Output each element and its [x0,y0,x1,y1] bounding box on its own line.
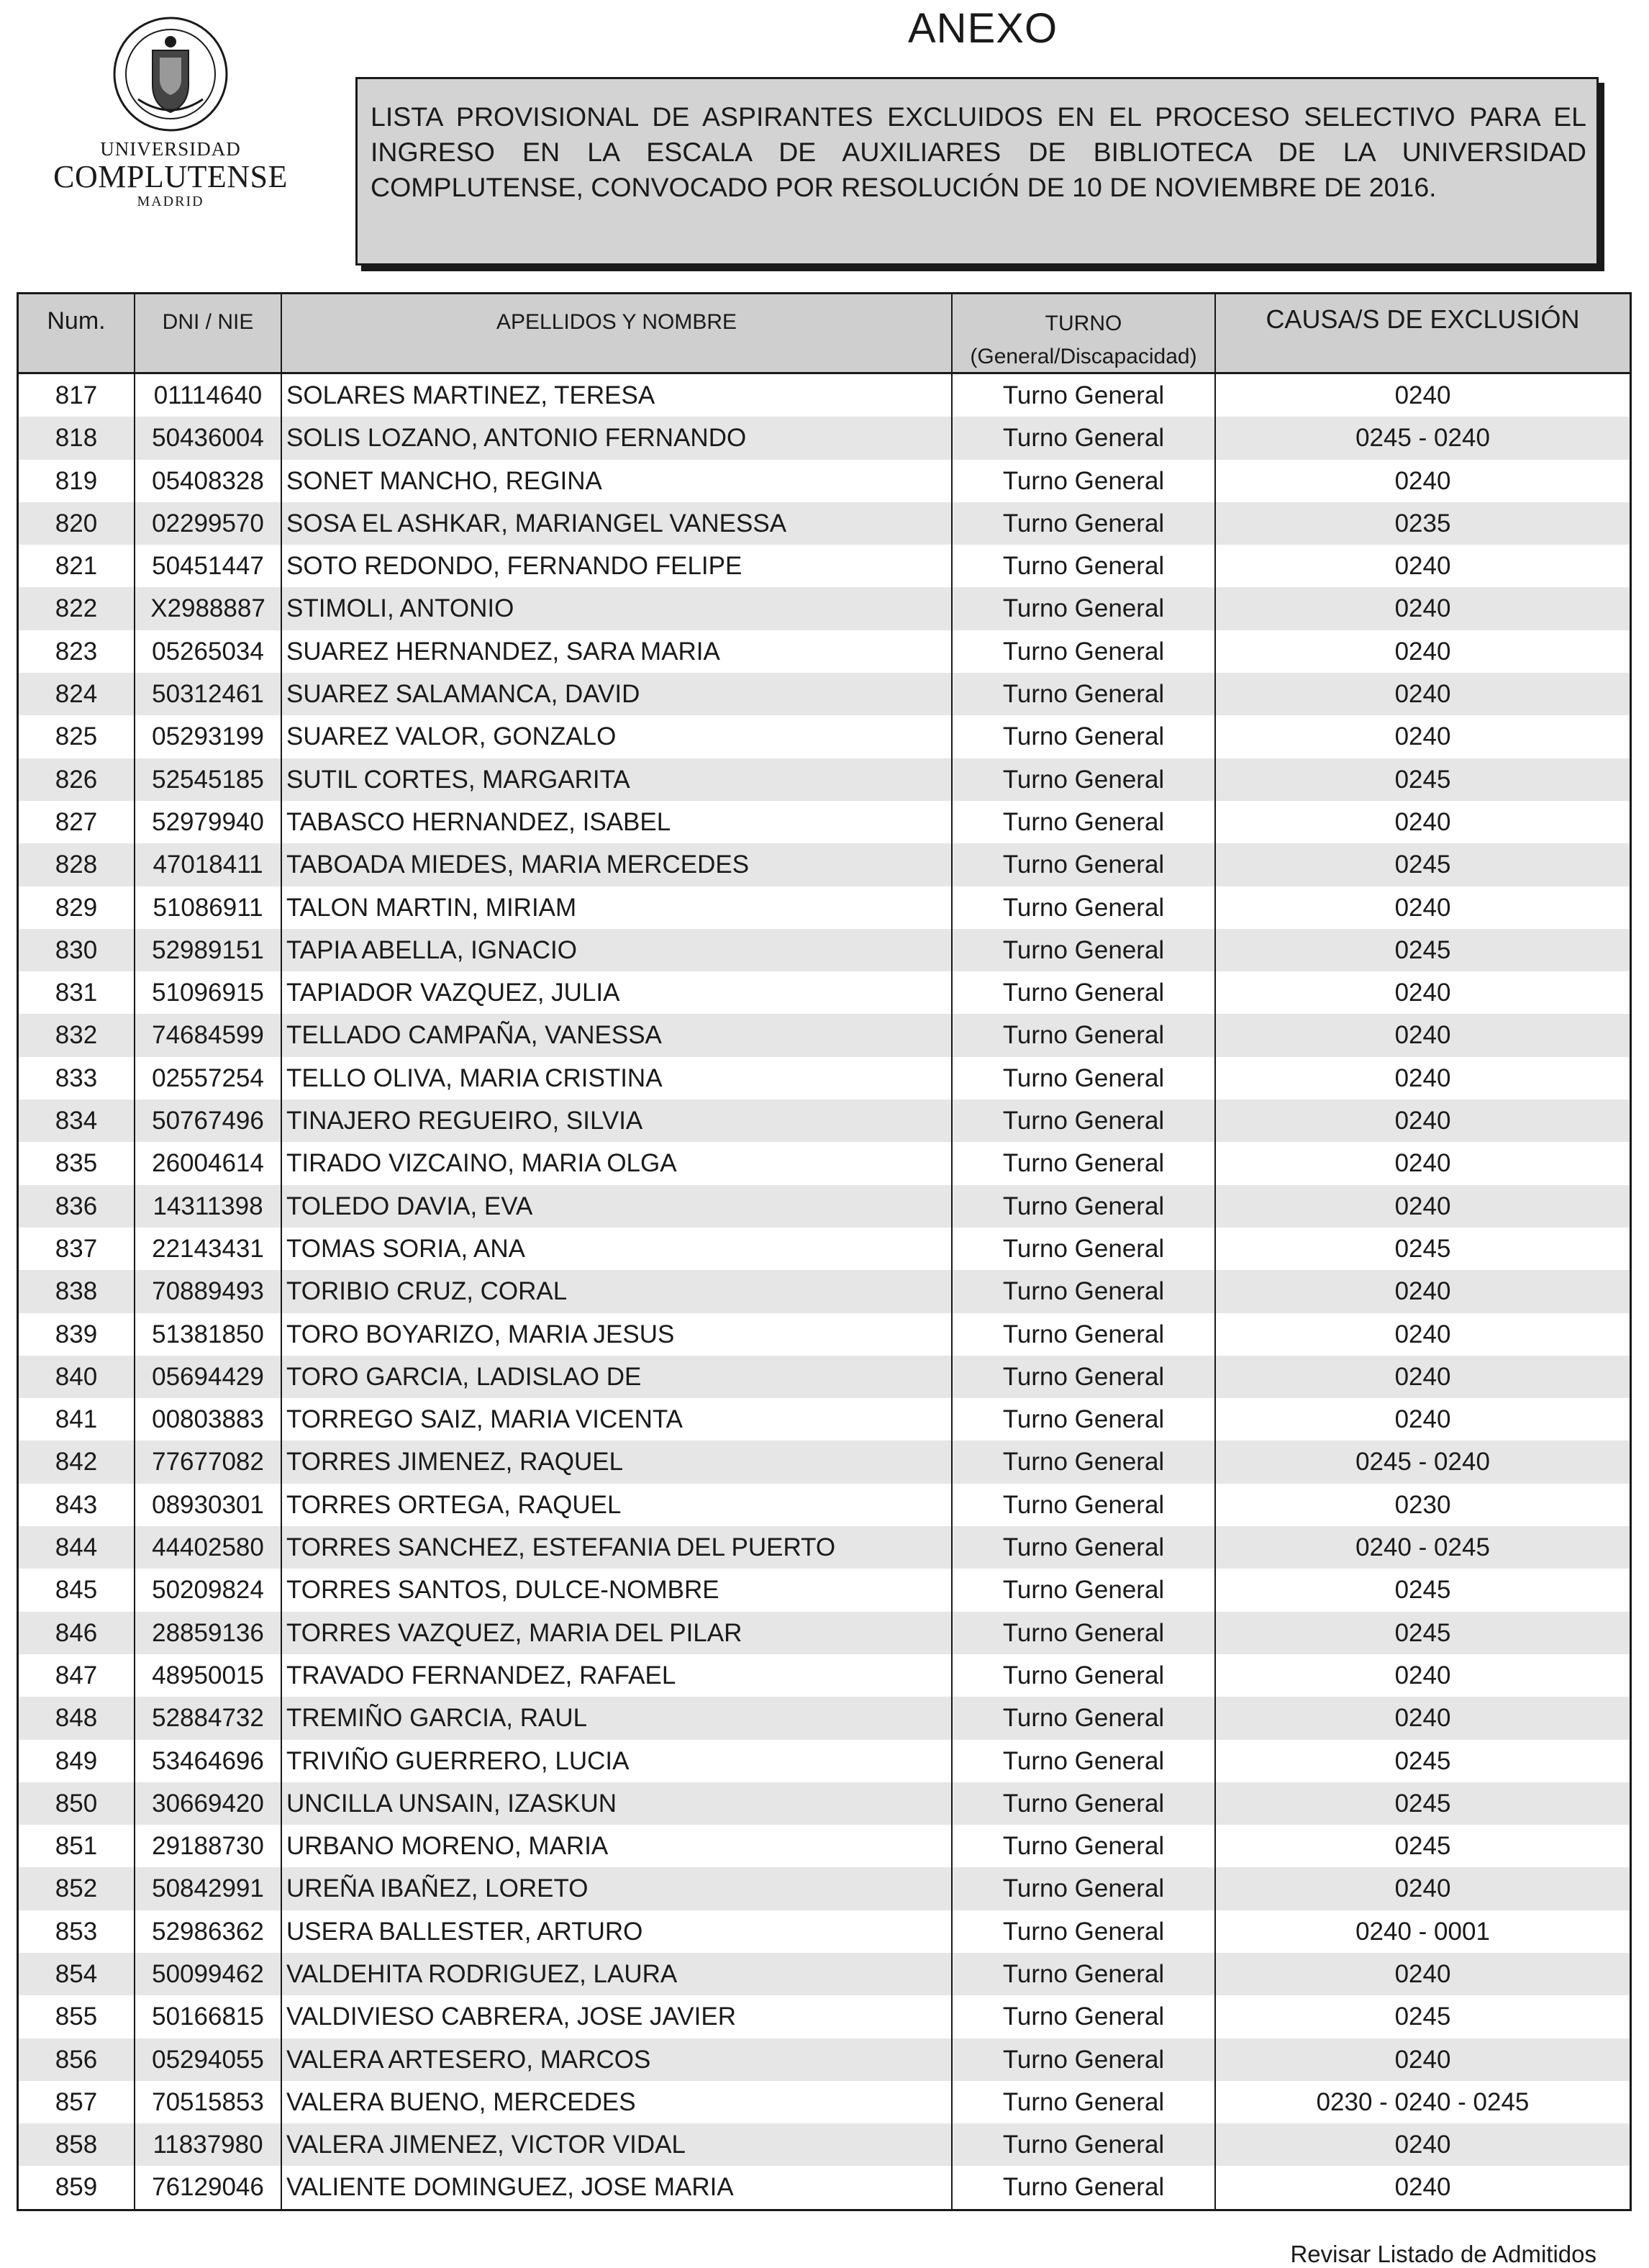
cell-dni: 52545185 [135,758,282,801]
cell-causa: 0235 [1394,509,1451,537]
cell-dni: 77677082 [135,1441,282,1483]
footer-note: Revisar Listado de Admitidos [1290,2241,1596,2267]
cell-name: TABOADA MIEDES, MARIA MERCEDES [282,843,953,886]
cell-turno: Turno General [953,630,1216,673]
cell-dni: 30669420 [135,1782,282,1825]
cell-dni: X2988887 [135,587,282,630]
cell-name: UREÑA IBAÑEZ, LORETO [282,1867,953,1910]
cell-dni: 05293199 [135,715,282,758]
table-row [19,417,1630,459]
cell-name: TALON MARTIN, MIRIAM [282,886,953,929]
cell-turno: Turno General [953,1953,1216,1995]
cell-causa: 0240 [1394,1661,1451,1689]
cell-num: 845 [19,1569,135,1611]
table-row [19,1099,1630,1142]
cell-name: SUAREZ HERNANDEZ, SARA MARIA [282,630,953,673]
cell-num: 820 [19,502,135,545]
table-row [19,1825,1630,1867]
cell-causa: 0240 [1394,1874,1451,1903]
cell-causa: 0240 [1394,1320,1451,1348]
cell-turno: Turno General [953,1612,1216,1654]
cell-dni: 51086911 [135,886,282,929]
cell-dni: 00803883 [135,1398,282,1441]
cell-turno: Turno General [953,502,1216,545]
cell-dni: 50451447 [135,545,282,587]
cell-turno: Turno General [953,1228,1216,1270]
cell-dni: 52979940 [135,801,282,843]
table-row [19,1569,1630,1611]
cell-causa: 0240 [1394,1362,1451,1391]
table-row [19,2081,1630,2123]
cell-turno: Turno General [953,1526,1216,1569]
cell-num: 831 [19,971,135,1014]
cell-causa: 0240 [1394,1021,1451,1050]
cell-num: 830 [19,929,135,971]
table-header [19,294,1630,374]
cell-num: 848 [19,1697,135,1739]
excluded-applicants-table [17,292,1632,2211]
cell-causa: 0245 [1394,1832,1451,1861]
cell-num: 850 [19,1782,135,1825]
table-row [19,971,1630,1014]
cell-dni: 11837980 [135,2123,282,2166]
cell-num: 824 [19,673,135,715]
cell-num: 818 [19,417,135,459]
cell-name: TELLO OLIVA, MARIA CRISTINA [282,1057,953,1099]
cell-dni: 08930301 [135,1484,282,1526]
cell-name: TORRES SANCHEZ, ESTEFANIA DEL PUERTO [282,1526,953,1569]
table-row [19,587,1630,630]
cell-dni: 50436004 [135,417,282,459]
table-row [19,1484,1630,1526]
cell-dni: 05294055 [135,2038,282,2081]
cell-causa: 0240 - 0245 [1355,1533,1490,1562]
cell-causa: 0240 [1394,979,1451,1007]
table-row [19,1228,1630,1270]
cell-num: 829 [19,886,135,929]
table-row [19,502,1630,545]
cell-dni: 53464696 [135,1740,282,1782]
table-row [19,801,1630,843]
crest-icon [109,13,232,135]
cell-name: SOSA EL ASHKAR, MARIANGEL VANESSA [282,502,953,545]
table-row [19,1654,1630,1697]
cell-name: TOMAS SORIA, ANA [282,1228,953,1270]
cell-dni: 02557254 [135,1057,282,1099]
cell-causa: 0240 [1394,807,1451,836]
cell-causa: 0240 [1394,637,1451,666]
cell-dni: 52884732 [135,1697,282,1739]
cell-dni: 70889493 [135,1270,282,1312]
cell-turno: Turno General [953,886,1216,929]
cell-num: 823 [19,630,135,673]
cell-dni: 51381850 [135,1313,282,1356]
cell-num: 837 [19,1228,135,1270]
cell-num: 846 [19,1612,135,1654]
header-num: Num. [19,294,135,372]
header-turno-label: TURNO [1045,312,1122,335]
logo-line-universidad: UNIVERSIDAD [100,138,241,160]
cell-name: VALERA JIMENEZ, VICTOR VIDAL [282,2123,953,2166]
cell-causa: 0245 [1394,2002,1451,2031]
cell-name: VALERA ARTESERO, MARCOS [282,2038,953,2081]
header-turno [953,294,1216,372]
cell-dni: 76129046 [135,2166,282,2208]
cell-num: 826 [19,758,135,801]
cell-num: 852 [19,1867,135,1910]
cell-dni: 50767496 [135,1099,282,1142]
table-row [19,1142,1630,1184]
cell-turno: Turno General [953,758,1216,801]
cell-causa: 0245 [1394,935,1451,964]
cell-turno: Turno General [953,1270,1216,1312]
cell-causa: 0240 [1394,680,1451,709]
table-row [19,1526,1630,1569]
cell-name: USERA BALLESTER, ARTURO [282,1910,953,1953]
cell-turno: Turno General [953,2081,1216,2123]
cell-turno: Turno General [953,374,1216,417]
table-row [19,1910,1630,1953]
cell-turno: Turno General [953,417,1216,459]
cell-name: TAPIADOR VAZQUEZ, JULIA [282,971,953,1014]
cell-turno: Turno General [953,1313,1216,1356]
cell-turno: Turno General [953,1356,1216,1398]
cell-causa: 0240 [1394,893,1451,922]
cell-name: TRIVIÑO GUERRERO, LUCIA [282,1740,953,1782]
cell-dni: 50312461 [135,673,282,715]
cell-num: 839 [19,1313,135,1356]
cell-turno: Turno General [953,1825,1216,1867]
cell-dni: 48950015 [135,1654,282,1697]
cell-dni: 22143431 [135,1228,282,1270]
table-row [19,374,1630,417]
cell-turno: Turno General [953,2166,1216,2208]
table-row [19,2038,1630,2081]
cell-dni: 02299570 [135,502,282,545]
cell-name: URBANO MORENO, MARIA [282,1825,953,1867]
header-turno-sub: (General/Discapacidad) [970,345,1197,368]
cell-turno: Turno General [953,673,1216,715]
table-row [19,1313,1630,1356]
cell-num: 844 [19,1526,135,1569]
cell-turno: Turno General [953,1697,1216,1739]
cell-num: 817 [19,374,135,417]
cell-causa: 0240 [1394,1149,1451,1178]
cell-causa: 0230 - 0240 - 0245 [1316,2087,1530,2116]
table-row [19,2123,1630,2166]
cell-causa: 0245 [1394,1618,1451,1647]
table-row [19,1441,1630,1483]
cell-num: 843 [19,1484,135,1526]
cell-num: 855 [19,1995,135,2038]
cell-turno: Turno General [953,1014,1216,1056]
cell-dni: 50842991 [135,1867,282,1910]
cell-name: VALIENTE DOMINGUEZ, JOSE MARIA [282,2166,953,2208]
cell-causa: 0245 [1394,765,1451,794]
cell-dni: 52986362 [135,1910,282,1953]
cell-turno: Turno General [953,1057,1216,1099]
cell-causa: 0240 [1394,2045,1451,2074]
cell-name: VALDIVIESO CABRERA, JOSE JAVIER [282,1995,953,2038]
cell-name: VALERA BUENO, MERCEDES [282,2081,953,2123]
cell-dni: 14311398 [135,1185,282,1228]
cell-name: TINAJERO REGUEIRO, SILVIA [282,1099,953,1142]
table-row [19,929,1630,971]
table-row [19,1185,1630,1228]
cell-name: TORO BOYARIZO, MARIA JESUS [282,1313,953,1356]
cell-num: 859 [19,2166,135,2208]
table-body [19,374,1630,2209]
cell-turno: Turno General [953,460,1216,502]
cell-name: SOTO REDONDO, FERNANDO FELIPE [282,545,953,587]
cell-dni: 50209824 [135,1569,282,1611]
cell-causa: 0240 [1394,594,1451,623]
table-row [19,2166,1630,2208]
cell-name: TELLADO CAMPAÑA, VANESSA [282,1014,953,1056]
cell-name: SUAREZ SALAMANCA, DAVID [282,673,953,715]
cell-turno: Turno General [953,1995,1216,2038]
cell-num: 849 [19,1740,135,1782]
cell-dni: 50099462 [135,1953,282,1995]
cell-name: TORRES VAZQUEZ, MARIA DEL PILAR [282,1612,953,1654]
cell-causa: 0240 [1394,552,1451,581]
cell-turno: Turno General [953,715,1216,758]
cell-causa: 0240 [1394,381,1451,409]
cell-num: 821 [19,545,135,587]
cell-dni: 05265034 [135,630,282,673]
logo-line-madrid: MADRID [137,194,204,209]
cell-turno: Turno General [953,1654,1216,1697]
cell-num: 825 [19,715,135,758]
cell-causa: 0245 [1394,1746,1451,1775]
cell-num: 856 [19,2038,135,2081]
logo-line-complutense: COMPLUTENSE [53,159,288,194]
header-causa: CAUSA/S DE EXCLUSIÓN [1266,304,1580,334]
cell-name: TRAVADO FERNANDEZ, RAFAEL [282,1654,953,1697]
cell-num: 842 [19,1441,135,1483]
cell-name: STIMOLI, ANTONIO [282,587,953,630]
document-title: LISTA PROVISIONAL DE ASPIRANTES EXCLUIDOS EN EL PROCESO SELECTIVO PARA EL INGRESO EN LA ESCALA DE AUXILIARES DE BIBLIOTECA DE LA UNIVERSIDAD COMPLUTENSE, CONVOCADO POR RESOLUCIÓN DE 10 DE NOVIEMBRE DE 2016. [371,101,1586,202]
cell-causa: 0240 [1394,1405,1451,1434]
cell-causa: 0230 [1394,1490,1451,1519]
cell-turno: Turno General [953,1782,1216,1825]
cell-num: 833 [19,1057,135,1099]
cell-turno: Turno General [953,1099,1216,1142]
cell-name: TABASCO HERNANDEZ, ISABEL [282,801,953,843]
cell-name: TORO GARCIA, LADISLAO DE [282,1356,953,1398]
table-row [19,1356,1630,1398]
cell-name: SOLARES MARTINEZ, TERESA [282,374,953,417]
cell-turno: Turno General [953,1484,1216,1526]
cell-num: 832 [19,1014,135,1056]
cell-causa: 0240 [1394,466,1451,495]
cell-name: UNCILLA UNSAIN, IZASKUN [282,1782,953,1825]
cell-num: 853 [19,1910,135,1953]
cell-dni: 74684599 [135,1014,282,1056]
cell-num: 835 [19,1142,135,1184]
header-dni: DNI / NIE [135,294,282,372]
cell-causa: 0240 - 0001 [1355,1917,1490,1946]
university-logo [52,13,289,218]
cell-causa: 0245 [1394,1234,1451,1263]
cell-turno: Turno General [953,1569,1216,1611]
cell-causa: 0245 [1394,1789,1451,1818]
cell-causa: 0240 [1394,722,1451,751]
cell-num: 828 [19,843,135,886]
table-row [19,1014,1630,1056]
cell-num: 854 [19,1953,135,1995]
cell-name: SONET MANCHO, REGINA [282,460,953,502]
cell-dni: 51096915 [135,971,282,1014]
cell-turno: Turno General [953,587,1216,630]
cell-dni: 05694429 [135,1356,282,1398]
cell-name: TREMIÑO GARCIA, RAUL [282,1697,953,1739]
cell-turno: Turno General [953,1867,1216,1910]
cell-turno: Turno General [953,801,1216,843]
cell-name: SOLIS LOZANO, ANTONIO FERNANDO [282,417,953,459]
cell-causa: 0245 - 0240 [1355,1448,1490,1477]
cell-causa: 0240 [1394,1277,1451,1306]
cell-turno: Turno General [953,2038,1216,2081]
table-row [19,758,1630,801]
cell-turno: Turno General [953,929,1216,971]
table-row [19,1697,1630,1739]
cell-name: TAPIA ABELLA, IGNACIO [282,929,953,971]
table-row [19,1057,1630,1099]
cell-name: TORRES SANTOS, DULCE-NOMBRE [282,1569,953,1611]
table-row [19,545,1630,587]
cell-name: VALDEHITA RODRIGUEZ, LAURA [282,1953,953,1995]
table-row [19,1612,1630,1654]
cell-num: 836 [19,1185,135,1228]
cell-name: TIRADO VIZCAINO, MARIA OLGA [282,1142,953,1184]
cell-num: 857 [19,2081,135,2123]
cell-dni: 29188730 [135,1825,282,1867]
cell-num: 834 [19,1099,135,1142]
cell-name: TORRES ORTEGA, RAQUEL [282,1484,953,1526]
cell-turno: Turno General [953,545,1216,587]
cell-turno: Turno General [953,1910,1216,1953]
table-row [19,1867,1630,1910]
cell-num: 827 [19,801,135,843]
cell-dni: 01114640 [135,374,282,417]
table-row [19,1782,1630,1825]
cell-turno: Turno General [953,971,1216,1014]
cell-turno: Turno General [953,1441,1216,1483]
cell-name: SUTIL CORTES, MARGARITA [282,758,953,801]
cell-causa: 0240 [1394,1063,1451,1092]
cell-name: TORRES JIMENEZ, RAQUEL [282,1441,953,1483]
cell-name: SUAREZ VALOR, GONZALO [282,715,953,758]
cell-causa: 0245 - 0240 [1355,424,1490,453]
cell-num: 851 [19,1825,135,1867]
table-row [19,843,1630,886]
table-row [19,1953,1630,1995]
table-row [19,715,1630,758]
cell-dni: 05408328 [135,460,282,502]
cell-dni: 50166815 [135,1995,282,2038]
cell-causa: 0240 [1394,1192,1451,1220]
anexo-heading: ANEXO [908,5,1058,52]
table-row [19,1740,1630,1782]
table-row [19,1398,1630,1441]
table-row [19,1995,1630,2038]
cell-num: 819 [19,460,135,502]
cell-num: 822 [19,587,135,630]
header-name: APELLIDOS Y NOMBRE [282,294,953,372]
table-row [19,673,1630,715]
cell-num: 847 [19,1654,135,1697]
cell-turno: Turno General [953,1185,1216,1228]
cell-num: 858 [19,2123,135,2166]
title-box [355,77,1599,266]
cell-name: TOLEDO DAVIA, EVA [282,1185,953,1228]
table-row [19,460,1630,502]
cell-num: 841 [19,1398,135,1441]
cell-turno: Turno General [953,2123,1216,2166]
cell-dni: 47018411 [135,843,282,886]
table-row [19,886,1630,929]
cell-turno: Turno General [953,843,1216,886]
cell-causa: 0245 [1394,1576,1451,1605]
cell-turno: Turno General [953,1142,1216,1184]
cell-dni: 26004614 [135,1142,282,1184]
cell-name: TORIBIO CRUZ, CORAL [282,1270,953,1312]
cell-dni: 28859136 [135,1612,282,1654]
cell-causa: 0240 [1394,2173,1451,2202]
cell-turno: Turno General [953,1740,1216,1782]
cell-causa: 0240 [1394,1107,1451,1135]
cell-causa: 0240 [1394,1959,1451,1988]
cell-causa: 0245 [1394,850,1451,879]
cell-turno: Turno General [953,1398,1216,1441]
cell-name: TORREGO SAIZ, MARIA VICENTA [282,1398,953,1441]
cell-dni: 70515853 [135,2081,282,2123]
table-row [19,630,1630,673]
cell-causa: 0240 [1394,2131,1451,2159]
cell-num: 838 [19,1270,135,1312]
cell-num: 840 [19,1356,135,1398]
cell-dni: 44402580 [135,1526,282,1569]
cell-causa: 0240 [1394,1704,1451,1733]
table-row [19,1270,1630,1312]
cell-dni: 52989151 [135,929,282,971]
